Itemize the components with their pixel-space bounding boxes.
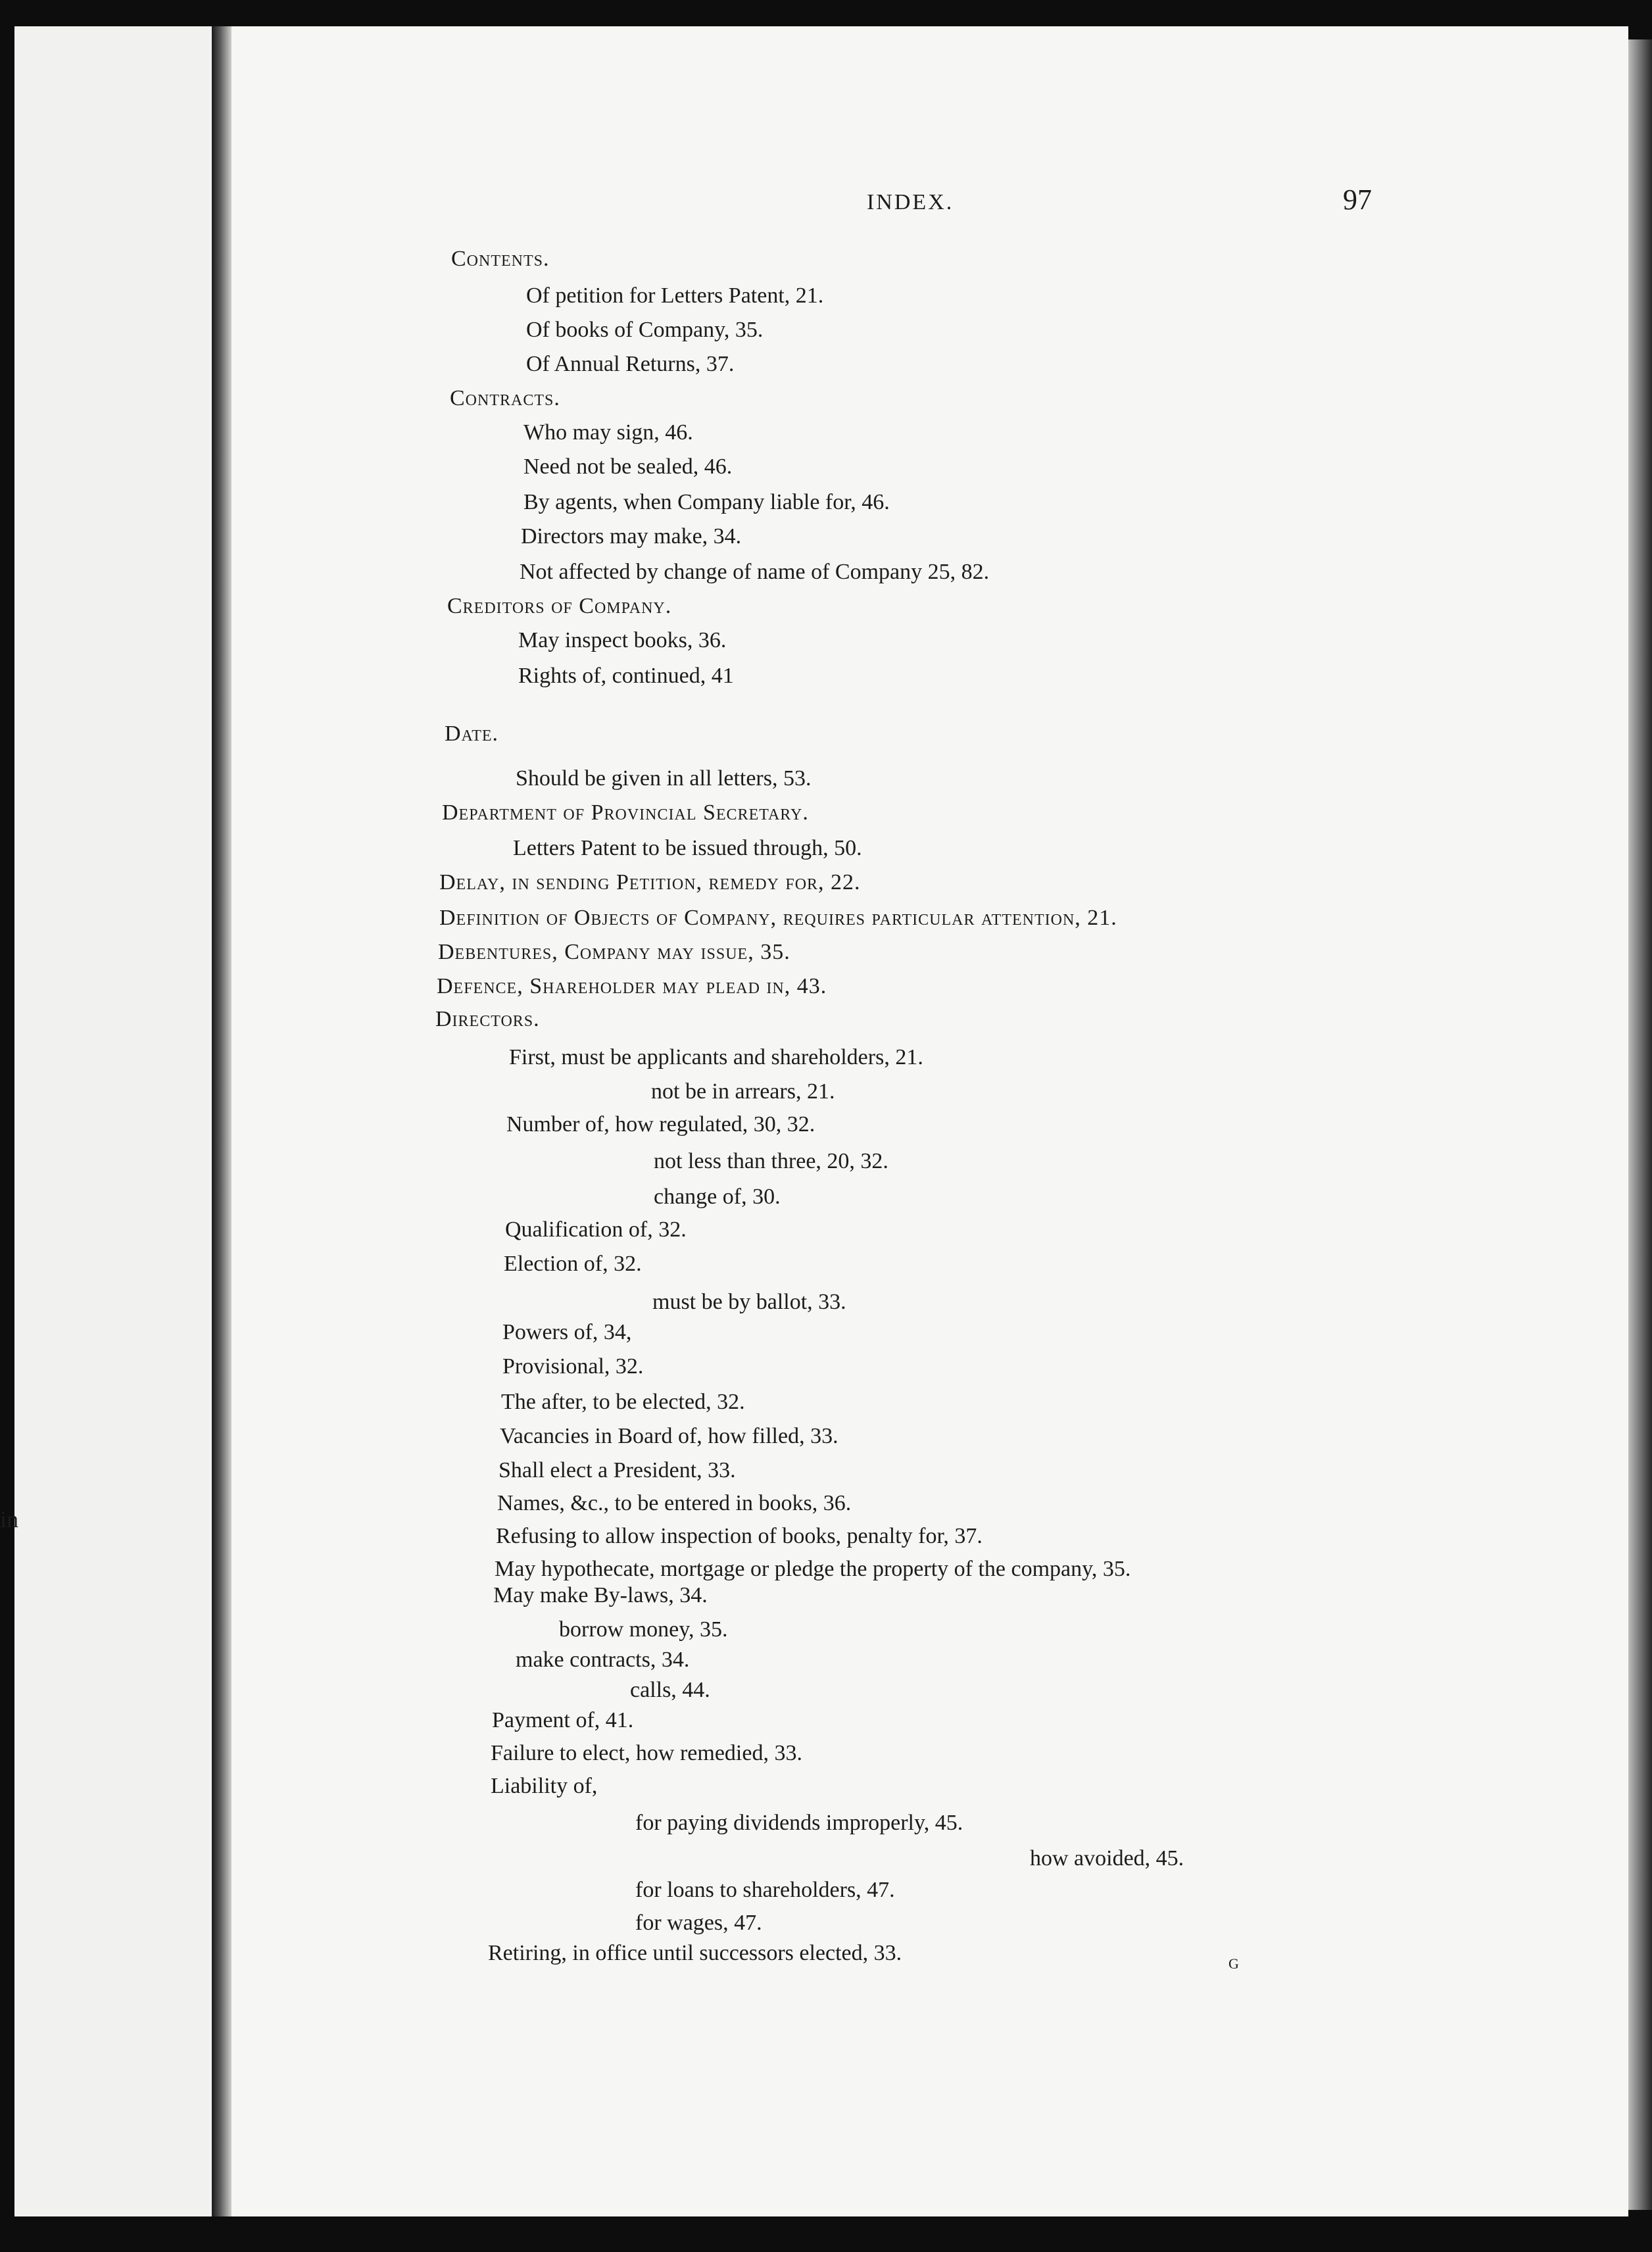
- index-subentry: Liability of,: [491, 1774, 598, 1798]
- index-subentry: Election of, 32.: [504, 1252, 642, 1276]
- page-number: 97: [1343, 184, 1372, 216]
- signature-mark: G: [1228, 1955, 1239, 1972]
- index-subentry: Letters Patent to be issued through, 50.: [513, 836, 862, 860]
- index-heading: Contracts.: [450, 386, 560, 410]
- index-subentry: Need not be sealed, 46.: [523, 454, 733, 479]
- facing-page-edge: [14, 26, 212, 2216]
- index-subentry: not less than three, 20, 32.: [654, 1149, 888, 1173]
- index-subentry: Provisional, 32.: [502, 1354, 644, 1379]
- index-heading: Definition of Objects of Company, requires particular attention, 21.: [439, 906, 1117, 930]
- index-heading: Date.: [445, 722, 499, 746]
- index-page: [231, 26, 1628, 2216]
- index-subentry: May hypothecate, mortgage or pledge the property of the company, 35.: [495, 1557, 1131, 1581]
- running-header: INDEX.: [867, 190, 954, 214]
- index-subentry: Payment of, 41.: [492, 1708, 634, 1732]
- index-subentry: Should be given in all letters, 53.: [516, 766, 812, 791]
- index-subentry: Retiring, in office until successors elected, 33.: [488, 1941, 902, 1965]
- index-subentry: for loans to shareholders, 47.: [635, 1878, 895, 1902]
- index-subentry: Of petition for Letters Patent, 21.: [526, 283, 824, 308]
- index-subentry: Number of, how regulated, 30, 32.: [506, 1112, 815, 1137]
- index-heading: Department of Provincial Secretary.: [442, 800, 809, 825]
- index-subentry: Vacancies in Board of, how filled, 33.: [500, 1424, 838, 1448]
- index-subentry: By agents, when Company liable for, 46.: [523, 490, 890, 514]
- page-edge-shadow: [1628, 39, 1652, 2210]
- index-heading: Defence, Shareholder may plead in, 43.: [437, 974, 827, 998]
- index-subentry: calls, 44.: [630, 1678, 710, 1702]
- index-subentry: Refusing to allow inspection of books, penalty for, 37.: [496, 1524, 983, 1548]
- index-subentry: how avoided, 45.: [1030, 1846, 1184, 1871]
- index-subentry: Names, &c., to be entered in books, 36.: [497, 1491, 852, 1515]
- index-subentry: for paying dividends improperly, 45.: [635, 1811, 963, 1835]
- index-heading: Debentures, Company may issue, 35.: [438, 940, 790, 964]
- index-heading: Directors.: [435, 1007, 540, 1031]
- index-subentry: Shall elect a President, 33.: [498, 1458, 736, 1482]
- index-subentry: May make By-laws, 34.: [493, 1583, 708, 1607]
- index-subentry: not be in arrears, 21.: [651, 1079, 835, 1104]
- index-subentry: change of, 30.: [654, 1185, 781, 1209]
- index-subentry: May inspect books, 36.: [518, 628, 727, 652]
- index-subentry: Directors may make, 34.: [521, 524, 742, 549]
- index-subentry: First, must be applicants and shareholders, 21.: [509, 1045, 923, 1069]
- index-subentry: must be by ballot, 33.: [652, 1290, 846, 1314]
- index-subentry: Qualification of, 32.: [505, 1217, 687, 1242]
- index-subentry: for wages, 47.: [635, 1911, 762, 1935]
- index-subentry: borrow money, 35.: [559, 1617, 728, 1642]
- index-subentry: The after, to be elected, 32.: [501, 1390, 745, 1414]
- index-subentry: Powers of, 34,: [502, 1320, 632, 1344]
- index-subentry: make contracts, 34.: [516, 1648, 690, 1672]
- book-gutter: [212, 26, 231, 2216]
- index-heading: Delay, in sending Petition, remedy for, 22.: [439, 870, 861, 894]
- index-subentry: Who may sign, 46.: [523, 420, 693, 445]
- index-heading: Contents.: [451, 247, 550, 271]
- index-subentry: Not affected by change of name of Company 25, 82.: [520, 560, 990, 584]
- index-heading: Creditors of Company.: [447, 594, 672, 618]
- index-subentry: Of books of Company, 35.: [526, 318, 764, 342]
- index-subentry: Failure to elect, how remedied, 33.: [491, 1741, 802, 1765]
- index-subentry: Of Annual Returns, 37.: [526, 352, 735, 376]
- index-subentry: Rights of, continued, 41: [518, 664, 734, 688]
- facing-page-text-fragment: in: [0, 1506, 19, 1532]
